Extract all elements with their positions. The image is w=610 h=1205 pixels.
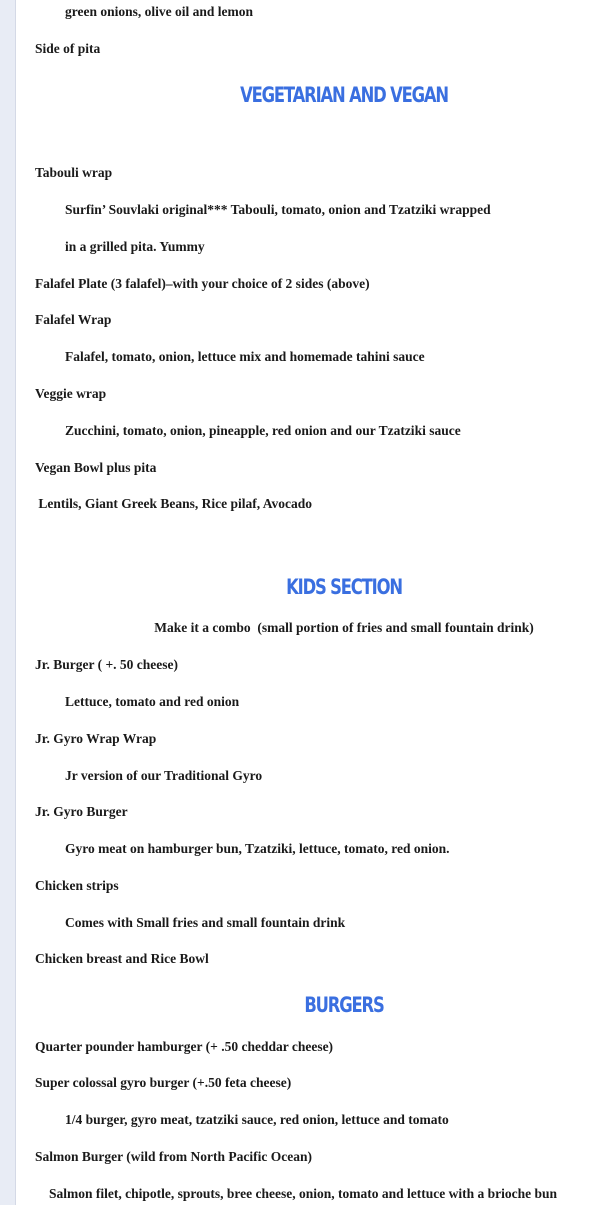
menu-item-description: in a grilled pita. Yummy [65,239,205,254]
menu-item-name: Side of pita [35,41,101,56]
menu-item-name: Falafel Plate (3 falafel)–with your choice of 2 sides (above) [35,276,370,291]
left-margin-rail [0,0,16,1205]
menu-item-description: Salmon filet, chipotle, sprouts, bree cheese, onion, tomato and lettuce with a brioche bun [49,1186,557,1201]
menu-item-name: Salmon Burger (wild from North Pacific Ocean) [35,1149,312,1164]
menu-item-description: Falafel, tomato, onion, lettuce mix and homemade tahini sauce [65,349,425,364]
menu-item-description: green onions, olive oil and lemon [65,4,254,19]
menu-item-name: Quarter pounder hamburger (+ .50 cheddar cheese) [35,1039,334,1054]
menu-item-description: Zucchini, tomato, onion, pineapple, red onion and our Tzatziki sauce [65,423,461,438]
menu-item-name: Vegan Bowl plus pita [35,460,157,475]
menu-item-description: Lettuce, tomato and red onion [65,694,240,709]
menu-item-description: Gyro meat on hamburger bun, Tzatziki, lettuce, tomato, red onion. [65,841,450,856]
menu-item-description: Surfin’ Souvlaki original*** Tabouli, tomato, onion and Tzatziki wrapped [65,202,491,217]
menu-item-name: Tabouli wrap [35,165,113,180]
menu-item-description: 1/4 burger, gyro meat, tzatziki sauce, red onion, lettuce and tomato [65,1112,449,1127]
menu-item-description: Lentils, Giant Greek Beans, Rice pilaf, Avocado [35,496,313,511]
menu-page [16,0,610,1205]
section-heading-kids: KIDS SECTION [286,575,402,599]
section-heading-vegetarian: VEGETARIAN AND VEGAN [240,83,448,107]
menu-item-name: Falafel Wrap [35,312,112,327]
section-heading-burgers: BURGERS [304,993,384,1017]
menu-item-name: Jr. Gyro Burger [35,804,128,819]
menu-item-description: Comes with Small fries and small fountain drink [65,915,346,930]
menu-item-name: Jr. Gyro Wrap Wrap [35,731,157,746]
menu-item-name: Jr. Burger ( +. 50 cheese) [35,657,179,672]
menu-item-name: Chicken strips [35,878,119,893]
menu-item-description: Jr version of our Traditional Gyro [65,768,263,783]
combo-note: Make it a combo (small portion of fries and small fountain drink) [154,620,534,635]
menu-item-name: Chicken breast and Rice Bowl [35,951,209,966]
menu-item-name: Veggie wrap [35,386,107,401]
menu-item-name: Super colossal gyro burger (+.50 feta cheese) [35,1075,292,1090]
